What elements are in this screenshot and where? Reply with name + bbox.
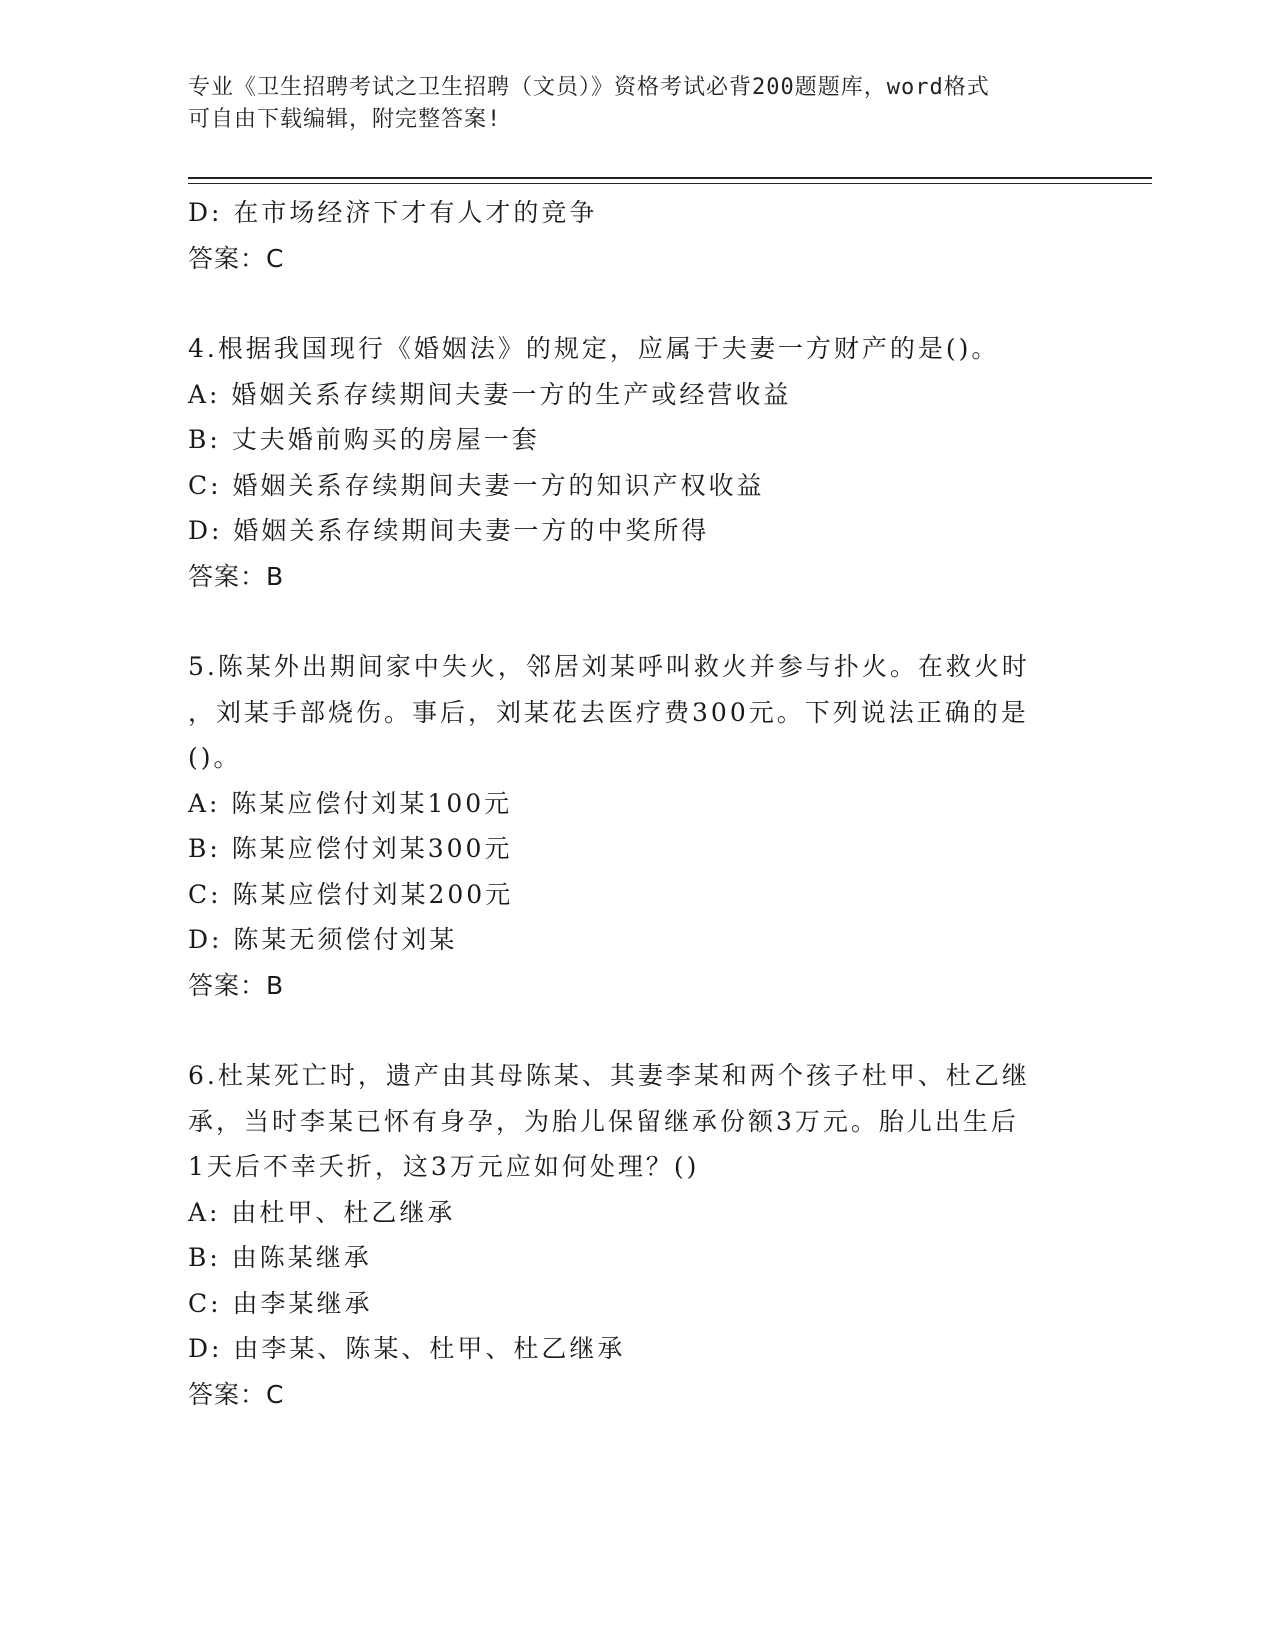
question-text: ，刘某手部烧伤。事后，刘某花去医疗费300元。下列说法正确的是	[188, 697, 1029, 727]
question-5	[188, 644, 1088, 1008]
option-b: B: 由陈某继承	[188, 1243, 372, 1272]
option-a: A: 由杜甲、杜乙继承	[188, 1197, 456, 1227]
answer-line: 答案：B	[188, 970, 285, 1000]
header-rule-thick	[188, 177, 1152, 179]
option-b: B: 丈夫婚前购买的房屋一套	[188, 425, 540, 454]
question-4	[188, 326, 1088, 599]
answer-line: 答案：B	[188, 561, 285, 591]
question-text: ()。	[188, 743, 242, 772]
question-text: 4.根据我国现行《婚姻法》的规定，应属于夫妻一方财产的是()。	[188, 334, 1000, 363]
spacer	[188, 599, 1088, 644]
option-a: A: 婚姻关系存续期间夫妻一方的生产或经营收益	[188, 379, 792, 409]
option-d: D: 婚姻关系存续期间夫妻一方的中奖所得	[188, 516, 710, 545]
question-text: 6.杜某死亡时，遗产由其母陈某、其妻李某和两个孩子杜甲、杜乙继	[188, 1061, 1030, 1090]
question-text: 1天后不幸夭折，这3万元应如何处理？()	[188, 1152, 700, 1181]
spacer	[188, 281, 1088, 326]
option-a: A: 陈某应偿付刘某100元	[188, 788, 513, 818]
spacer	[188, 1008, 1088, 1053]
option-c: C: 由李某继承	[188, 1288, 373, 1318]
question-text: 5.陈某外出期间家中失火，邻居刘某呼叫救火并参与扑火。在救火时	[188, 652, 1030, 681]
option-d: D: 在市场经济下才有人才的竞争	[188, 198, 598, 227]
question-list	[188, 190, 1088, 1417]
document-header	[188, 72, 1068, 136]
header-line-2: 可自由下载编辑，附完整答案!	[188, 107, 502, 132]
option-c: C: 婚姻关系存续期间夫妻一方的知识产权收益	[188, 470, 765, 500]
answer-line: 答案：C	[188, 1379, 285, 1409]
answer-line: 答案：C	[188, 243, 285, 273]
option-b: B: 陈某应偿付刘某300元	[188, 834, 513, 863]
option-d: D: 由李某、陈某、杜甲、杜乙继承	[188, 1334, 626, 1363]
option-c: C: 陈某应偿付刘某200元	[188, 879, 514, 909]
question-text: 承，当时李某已怀有身孕，为胎儿保留继承份额3万元。胎儿出生后	[188, 1106, 1019, 1136]
header-line-1: 专业《卫生招聘考试之卫生招聘（文员）》资格考试必背200题题库，word格式	[188, 75, 990, 100]
header-rule-thin	[188, 183, 1152, 184]
option-d: D: 陈某无须偿付刘某	[188, 925, 458, 954]
question-6	[188, 1053, 1088, 1417]
